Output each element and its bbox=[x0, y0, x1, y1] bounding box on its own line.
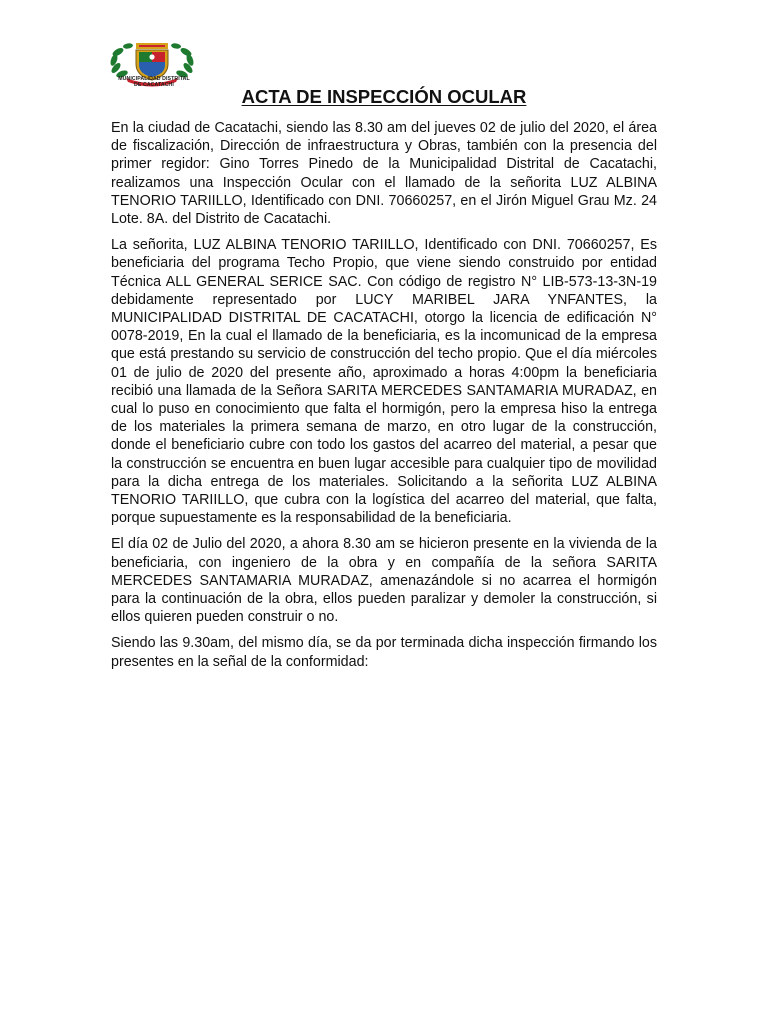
logo-caption-line2: DE CACATACHI bbox=[134, 82, 174, 88]
paragraph-visit: El día 02 de Julio del 2020, a ahora 8.30 am se hicieron presente en la vivienda de la beneficiaria, con ingeniero de la obra y en compañía de la señora SARITA MERCEDES SANTAMARIA MURADAZ, amenazándole si no acarrea el hormigón para la continuación de la obra, ellos pueden paralizar y demoler la construcción, si ellos quieren pueden construir o no. bbox=[111, 536, 657, 626]
paragraph-intro: En la ciudad de Cacatachi, siendo las 8.30 am del jueves 02 de julio del 2020, el área de fiscalización, Dirección de infraestructura y Obras, también con la presencia del primer regidor: Gino Torres Pinedo de la Municipalidad Distrital de Cacatachi, realizamos una Inspección Ocular con el llamado de la señorita LUZ ALBINA TENORIO TARIILLO, Identificado con DNI. 70660257, en el Jirón Miguel Grau Mz. 24 Lote. 8A. del Distrito de Cacatachi. bbox=[111, 120, 657, 228]
logo-caption-line1: MUNICIPALIDAD DISTRITAL bbox=[118, 76, 190, 82]
document-body bbox=[111, 119, 657, 679]
document-title: ACTA DE INSPECCIÓN OCULAR bbox=[241, 86, 527, 107]
paragraph-beneficiary: La señorita, LUZ ALBINA TENORIO TARIILLO, Identificado con DNI. 70660257, Es beneficiaria del programa Techo Propio, que viene siendo construido por entidad Técnica ALL GENERAL SERICE SAC. Con código de registro N° LIB-573-13-3N-19 debidamente representado por LUCY MARIBEL JARA YNFANTES, la MUNICIPALIDAD DISTRITAL DE CACATACHI, otorgo la licencia de edificación N° 0078-2019, En la cual el llamado de la beneficiaria, es la incomunicad de la empresa que está prestando su servicio de construcción del techo propio. Que el día miércoles 01 de julio de 2020 del presente año, aproximado a horas 4:00pm la beneficiaria recibió una llamada de la Señora SARITA MERCEDES SANTAMARIA MURADAZ, en cual lo puso en conocimiento que falta el hormigón, pero la empresa hiso la entrega de los materiales la primera semana de marzo, en otro lugar de la construcción, donde el beneficiario cubre con todo los gastos del acarreo del material, a pesar que la construcción se encuentra en buen lugar accesible para cualquier tipo de movilidad para la dicha entrega de los materiales. Solicitando a la señorita LUZ ALBINA TENORIO TARIILLO, que cubra con la logística del acarreo del material, que falta, porque supuestamente es la responsabilidad de la beneficiaria. bbox=[111, 237, 657, 527]
paragraph-closing: Siendo las 9.30am, del mismo día, se da por terminada dicha inspección firmando los presentes en la señal de la conformidad: bbox=[111, 635, 657, 670]
